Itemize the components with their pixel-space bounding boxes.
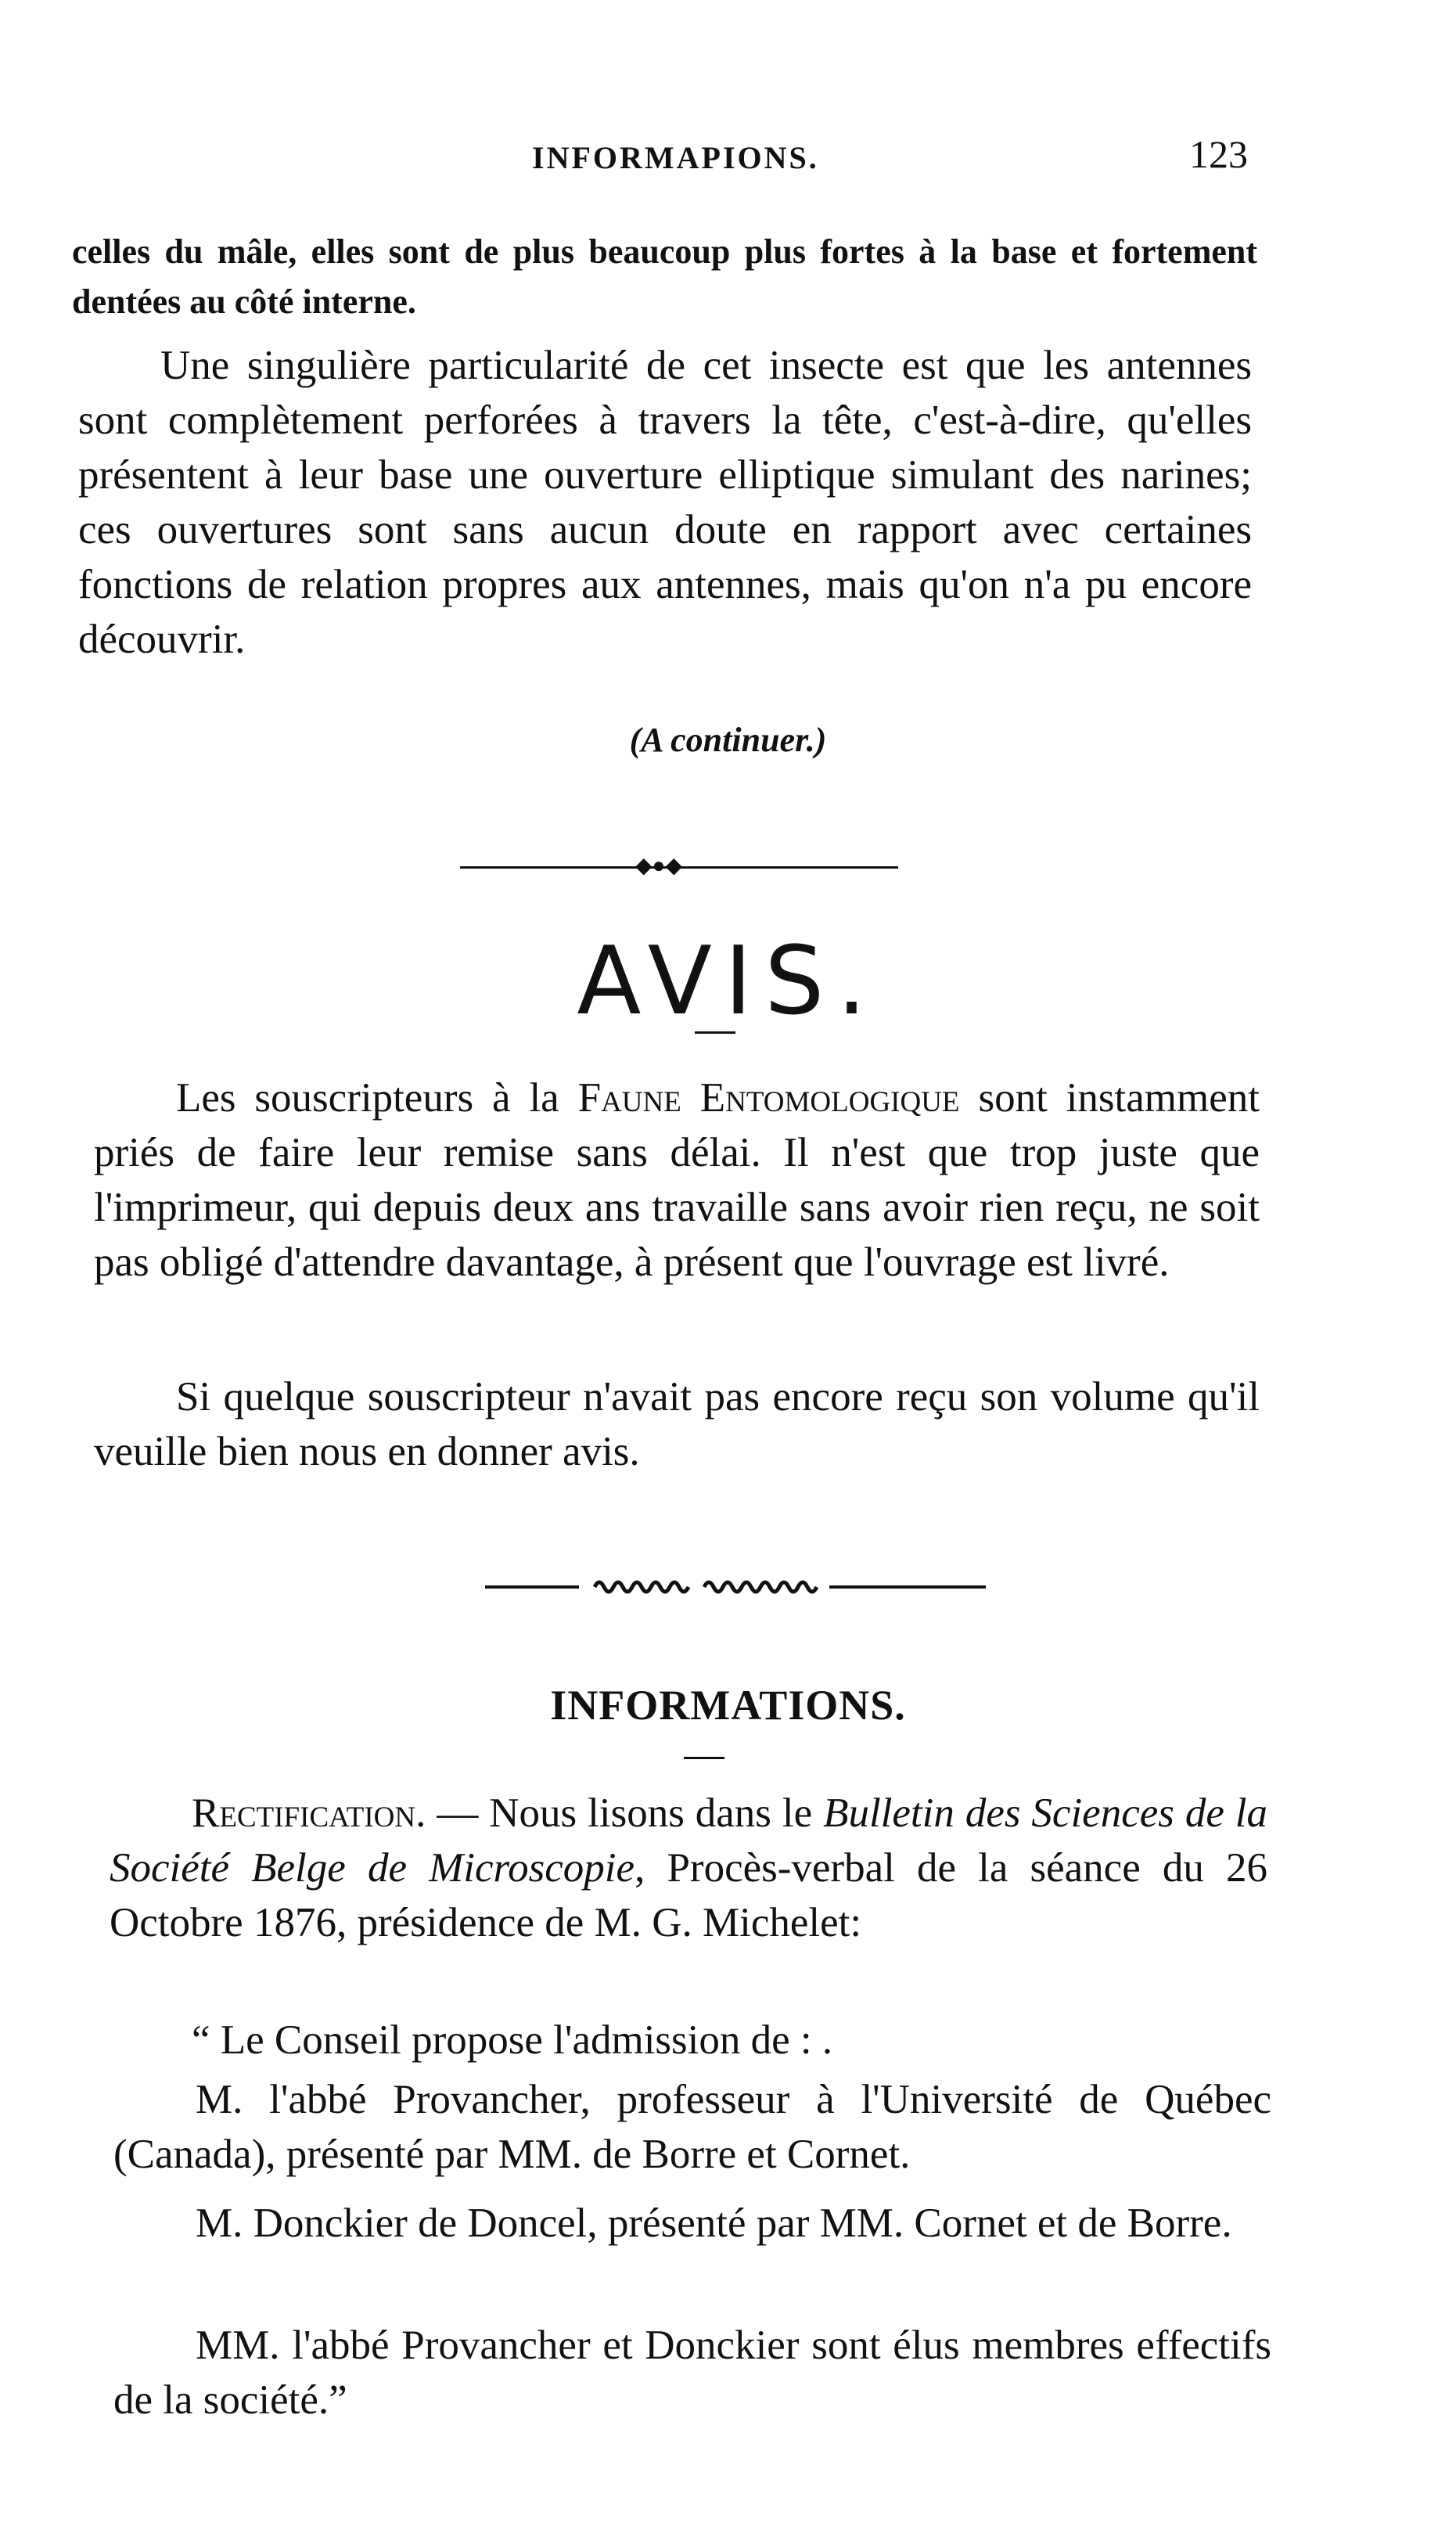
rectification-text-2: , Procès-verbal de la séance du 26 Octobre 1876, présidence de M. G. Michelet: [110,1845,1267,1945]
faune-entomologique: Faune Entomologique [577,1075,960,1121]
continued-paragraph: celles du mâle, elles sont de plus beaucoup plus fortes à la base et fortement dentées au côté interne. [72,232,1257,321]
admission-item-1: M. l'abbé Provancher, professeur à l'Université de Québec (Canada), présenté par MM. de Borre et Cornet. [113,2077,1271,2177]
avis-heading: AVIS. [577,927,879,1036]
rectification-paragraph [110,1786,1267,1950]
quote-intro: “ Le Conseil propose l'admission de : . [192,2017,833,2063]
heading-dash [684,1757,724,1759]
admission-item-3: MM. l'abbé Provancher et Donckier sont élus membres effectifs de la société.” [113,2323,1271,2423]
informations-heading: INFORMATIONS. [550,1682,906,1729]
running-title: INFORMAPIONS. [532,140,819,175]
wavy-divider [485,1571,986,1600]
admission-item-2: M. Donckier de Doncel, présenté par MM. Cornet et de Borre. [196,2201,1232,2246]
avis-paragraph-2: Si quelque souscripteur n'avait pas encore reçu son volume qu'il veuille bien nous en donner avis. [94,1374,1260,1474]
page-number: 123 [1189,132,1248,176]
divider-ornament: ◆●◆ [635,854,682,878]
avis-p1-rest: sont instamment priés de faire leur remise sans délai. Il n'est que trop juste que l'imprimeur, qui depuis deux ans travaille sans avoir rien reçu, ne soit pas obligé d'attendre davantage, à présent que l'ouvrage est livré. [94,1075,1260,1285]
avis-p1-start: Les souscripteurs à la [176,1075,559,1121]
insect-paragraph: Une singulière particularité de cet insecte est que les antennes sont complètement perforées à travers la tête, c'est-à-dire, qu'elles présentent à leur base une ouverture elliptique simulant des narines; ces ouvertures sont sans aucun doute en rapport avec certaines fonctions de relation propres aux antennes, mais qu'on n'a pu encore découvrir. [78,343,1252,662]
continue-note: (A continuer.) [629,721,827,759]
rectification-text-1: — Nous lisons dans le [437,1790,813,1836]
bulletin-title: Bulletin des Sciences de la Société Belge de Microscopie [110,1790,1268,1891]
rectification-label: Rectification. [192,1790,426,1836]
avis-paragraph-1 [94,1071,1260,1290]
heading-dash [695,1031,735,1034]
